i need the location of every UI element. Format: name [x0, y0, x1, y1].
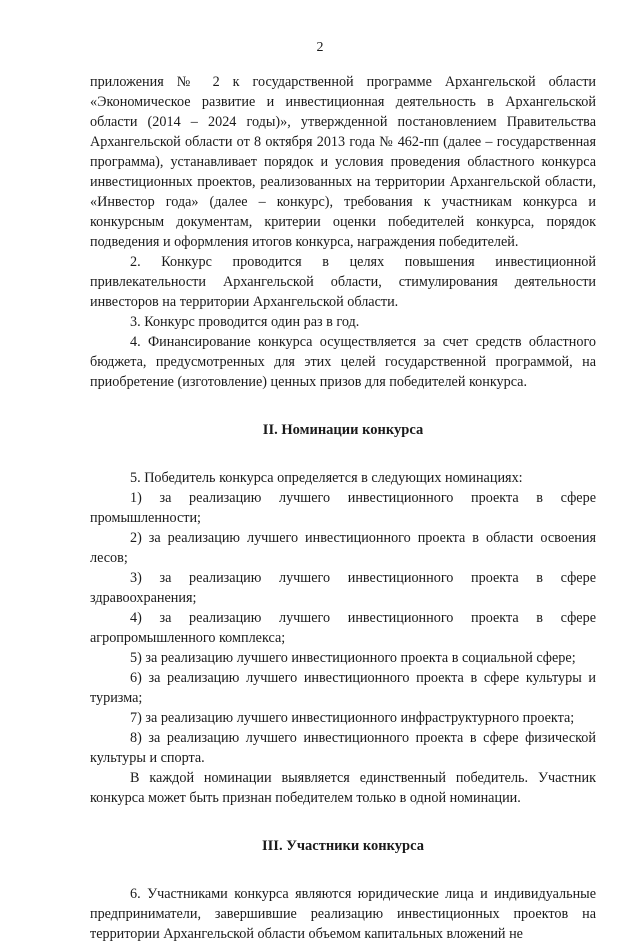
nomination-item: 1) за реализацию лучшего инвестиционного проекта в сфере промышленности; — [90, 490, 596, 526]
paragraph-3: 3. Конкурс проводится один раз в год. — [130, 314, 360, 330]
paragraph-1-continuation: приложения № 2 к государственной программе Архангельской области «Экономическое развитие и инвестиционная деятельность в Архангельской области (2014 – 2024 годы)», утвержденной постановлением Правительства Архангельской области от 8 октября 2013 года № 462-пп (далее – государственная программа), устанавливает порядок и условия проведения областного конкурса инвестиционных проектов, реализованных на территории Архангельской области, «Инвестор года» (далее – конкурс), требования к участникам конкурса и конкурсным документам, критерии оценки победителей конкурса, порядок подведения и оформления итогов конкурса, награждения победителей. — [90, 74, 596, 250]
section-heading-participants: III. Участники конкурса — [262, 838, 424, 854]
nomination-item: 6) за реализацию лучшего инвестиционного проекта в сфере культуры и туризма; — [90, 670, 596, 706]
nomination-item: 4) за реализацию лучшего инвестиционного проекта в сфере агропромышленного комплекса; — [90, 610, 596, 646]
paragraph-5-lead: 5. Победитель конкурса определяется в следующих номинациях: — [130, 470, 523, 486]
paragraph-nominations-closing: В каждой номинации выявляется единственный победитель. Участник конкурса может быть признан победителем только в одной номинации. — [90, 770, 596, 806]
paragraph-6: 6. Участниками конкурса являются юридические лица и индивидуальные предприниматели, завершившие реализацию инвестиционных проектов на территории Архангельской области объемом капитальных вложений не — [90, 886, 596, 942]
nomination-item: 3) за реализацию лучшего инвестиционного проекта в сфере здравоохранения; — [90, 570, 596, 606]
document-body — [90, 72, 596, 944]
section-heading-nominations: II. Номинации конкурса — [262, 422, 424, 438]
paragraph-2: 2. Конкурс проводится в целях повышения инвестиционной привлекательности Архангельской области, стимулирования деятельности инвесторов на территории Архангельской области. — [90, 254, 596, 310]
nomination-item: 7) за реализацию лучшего инвестиционного инфраструктурного проекта; — [130, 710, 575, 726]
nomination-item: 8) за реализацию лучшего инвестиционного проекта в сфере физической культуры и спорта. — [90, 730, 596, 766]
nomination-item: 5) за реализацию лучшего инвестиционного проекта в социальной сфере; — [130, 650, 576, 666]
nomination-item: 2) за реализацию лучшего инвестиционного проекта в области освоения лесов; — [90, 530, 596, 566]
page-number: 2 — [316, 40, 324, 55]
paragraph-4: 4. Финансирование конкурса осуществляется за счет средств областного бюджета, предусмотренных для этих целей государственной программой, на приобретение (изготовление) ценных призов для победителей конкурса. — [90, 334, 596, 390]
